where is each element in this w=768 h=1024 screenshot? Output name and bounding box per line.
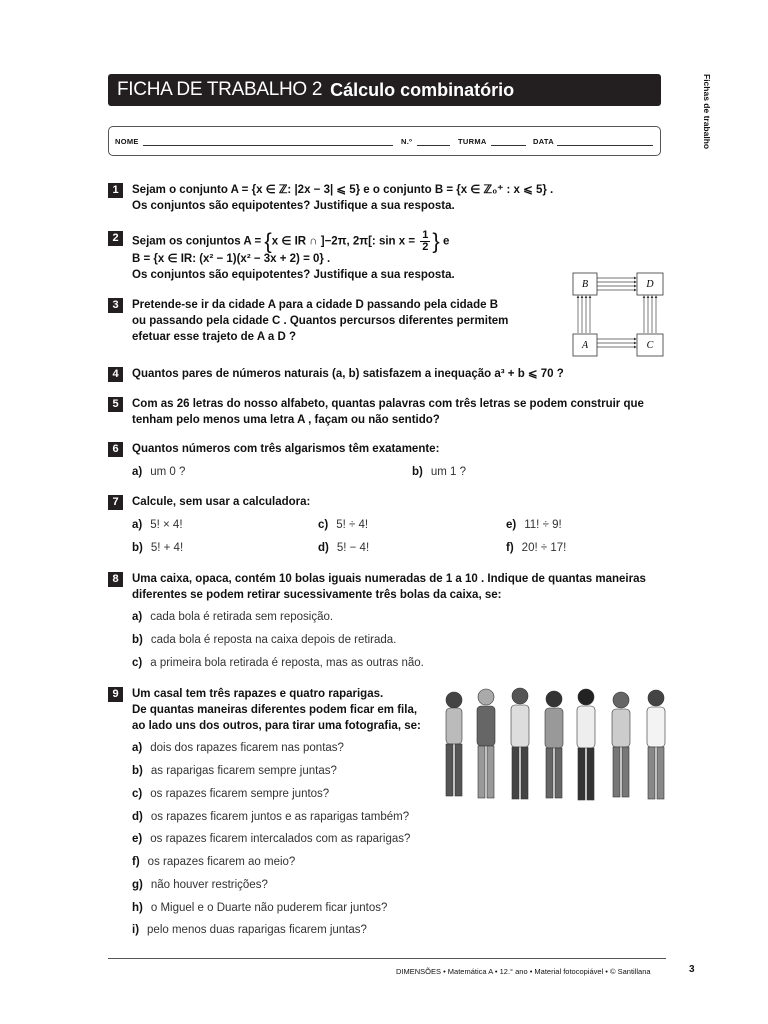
numero-label: N.º (401, 137, 413, 146)
question-6-line-1: Quantos números com três algarismos têm exatamente: (132, 443, 440, 455)
data-field[interactable] (557, 145, 653, 146)
numero-field[interactable] (417, 145, 450, 146)
question-number: 9 (108, 687, 123, 702)
question-number: 8 (108, 572, 123, 587)
question-8-line-2: diferentes se podem retirar sucessivamente três bolas da caixa, se: (132, 589, 502, 601)
fraction: $\frac{1}{2}$ (422, 229, 429, 253)
node-c: C (646, 340, 654, 351)
option: b) 5! + 4! (132, 542, 184, 554)
option: i) pelo menos duas raparigas ficarem juntas? (132, 924, 367, 936)
turma-field[interactable] (491, 145, 526, 146)
question-1-line-2: Os conjuntos são equipotentes? Justifique a sua resposta. (132, 200, 455, 212)
option: a) um 0 ? (132, 466, 186, 478)
question-2-line-1: Sejam os conjuntos A = {x ∈ IR ∩ ]−2π, 2π[: sin x = $\frac{1}{2}$} e (132, 228, 450, 254)
question-1-line-1: Sejam o conjunto A = {x ∈ ℤ: |2x − 3| ⩽ 5} e o conjunto B = {x ∈ ℤ₀⁺ : x ⩽ 5} . (132, 184, 554, 196)
option: e) os rapazes ficarem intercalados com as raparigas? (132, 833, 411, 845)
footer-rule (108, 958, 666, 959)
option: b) cada bola é reposta na caixa depois de retirada. (132, 634, 397, 646)
question-8-line-1: Uma caixa, opaca, contém 10 bolas iguais numeradas de 1 a 10 . Indique de quantas maneiras (132, 573, 646, 585)
cities-diagram (570, 269, 666, 359)
option: a) cada bola é retirada sem reposição. (132, 611, 334, 623)
question-2-line-2: B = {x ∈ IR: (x² − 1)(x² − 3x + 2) = 0} . (132, 253, 331, 265)
question-3-line-3: efetuar esse trajeto de A a D ? (132, 331, 297, 343)
option: b) as raparigas ficarem sempre juntas? (132, 765, 337, 777)
question-7-line-1: Calcule, sem usar a calculadora: (132, 496, 311, 508)
worksheet-header (108, 74, 661, 106)
question-3-line-2: ou passando pela cidade C . Quantos percursos diferentes permitem (132, 315, 509, 327)
option: c) a primeira bola retirada é reposta, mas as outras não. (132, 657, 424, 669)
question-number: 1 (108, 183, 123, 198)
option: g) não houver restrições? (132, 879, 268, 891)
option: a) 5! × 4! (132, 519, 183, 531)
node-a: A (581, 340, 589, 351)
header-title-light: FICHA DE TRABALHO 2 (117, 79, 323, 100)
question-9-line-1: Um casal tem três rapazes e quatro raparigas. (132, 688, 384, 700)
option: f) 20! ÷ 17! (506, 542, 567, 554)
question-5-line-2: tenham pelo menos uma letra A , façam ou não sentido? (132, 414, 440, 426)
option: c) os rapazes ficarem sempre juntos? (132, 788, 330, 800)
option: a) dois dos rapazes ficarem nas pontas? (132, 742, 344, 754)
node-d: D (646, 279, 654, 290)
footer-text: DIMENSÕES • Matemática A • 12.° ano • Material fotocopiável • © Santillana (396, 967, 651, 976)
teenagers-illustration (436, 686, 682, 810)
question-number: 2 (108, 231, 123, 246)
nome-label: NOME (115, 137, 139, 146)
question-5-line-1: Com as 26 letras do nosso alfabeto, quantas palavras com três letras se podem construir que (132, 398, 644, 410)
option: f) os rapazes ficarem ao meio? (132, 856, 296, 868)
option: b) um 1 ? (412, 466, 467, 478)
turma-label: TURMA (458, 137, 487, 146)
side-label: Fichas de trabalho (702, 74, 712, 150)
question-number: 3 (108, 298, 123, 313)
question-9-line-3: ao lado uns dos outros, para tirar uma fotografia, se: (132, 720, 421, 732)
question-3-line-1: Pretende-se ir da cidade A para a cidade D passando pela cidade B (132, 299, 499, 311)
question-number: 5 (108, 397, 123, 412)
question-number: 6 (108, 442, 123, 457)
nome-field[interactable] (143, 145, 393, 146)
data-label: DATA (533, 137, 554, 146)
header-title-bold: Cálculo combinatório (330, 79, 515, 100)
node-b: B (581, 279, 589, 290)
student-info-box (108, 126, 661, 156)
page-number: 3 (689, 964, 695, 975)
question-4-line-1: Quantos pares de números naturais (a, b) satisfazem a inequação a³ + b ⩽ 70 ? (132, 368, 564, 380)
option: c) 5! ÷ 4! (318, 519, 369, 531)
question-number: 4 (108, 367, 123, 382)
option: e) 11! ÷ 9! (506, 519, 562, 531)
question-9-line-2: De quantas maneiras diferentes podem ficar em fila, (132, 704, 418, 716)
question-2-line-3: Os conjuntos são equipotentes? Justifique a sua resposta. (132, 269, 455, 281)
option: h) o Miguel e o Duarte não puderem ficar juntos? (132, 902, 388, 914)
option: d) 5! − 4! (318, 542, 370, 554)
option: d) os rapazes ficarem juntos e as raparigas também? (132, 811, 410, 823)
question-number: 7 (108, 495, 123, 510)
